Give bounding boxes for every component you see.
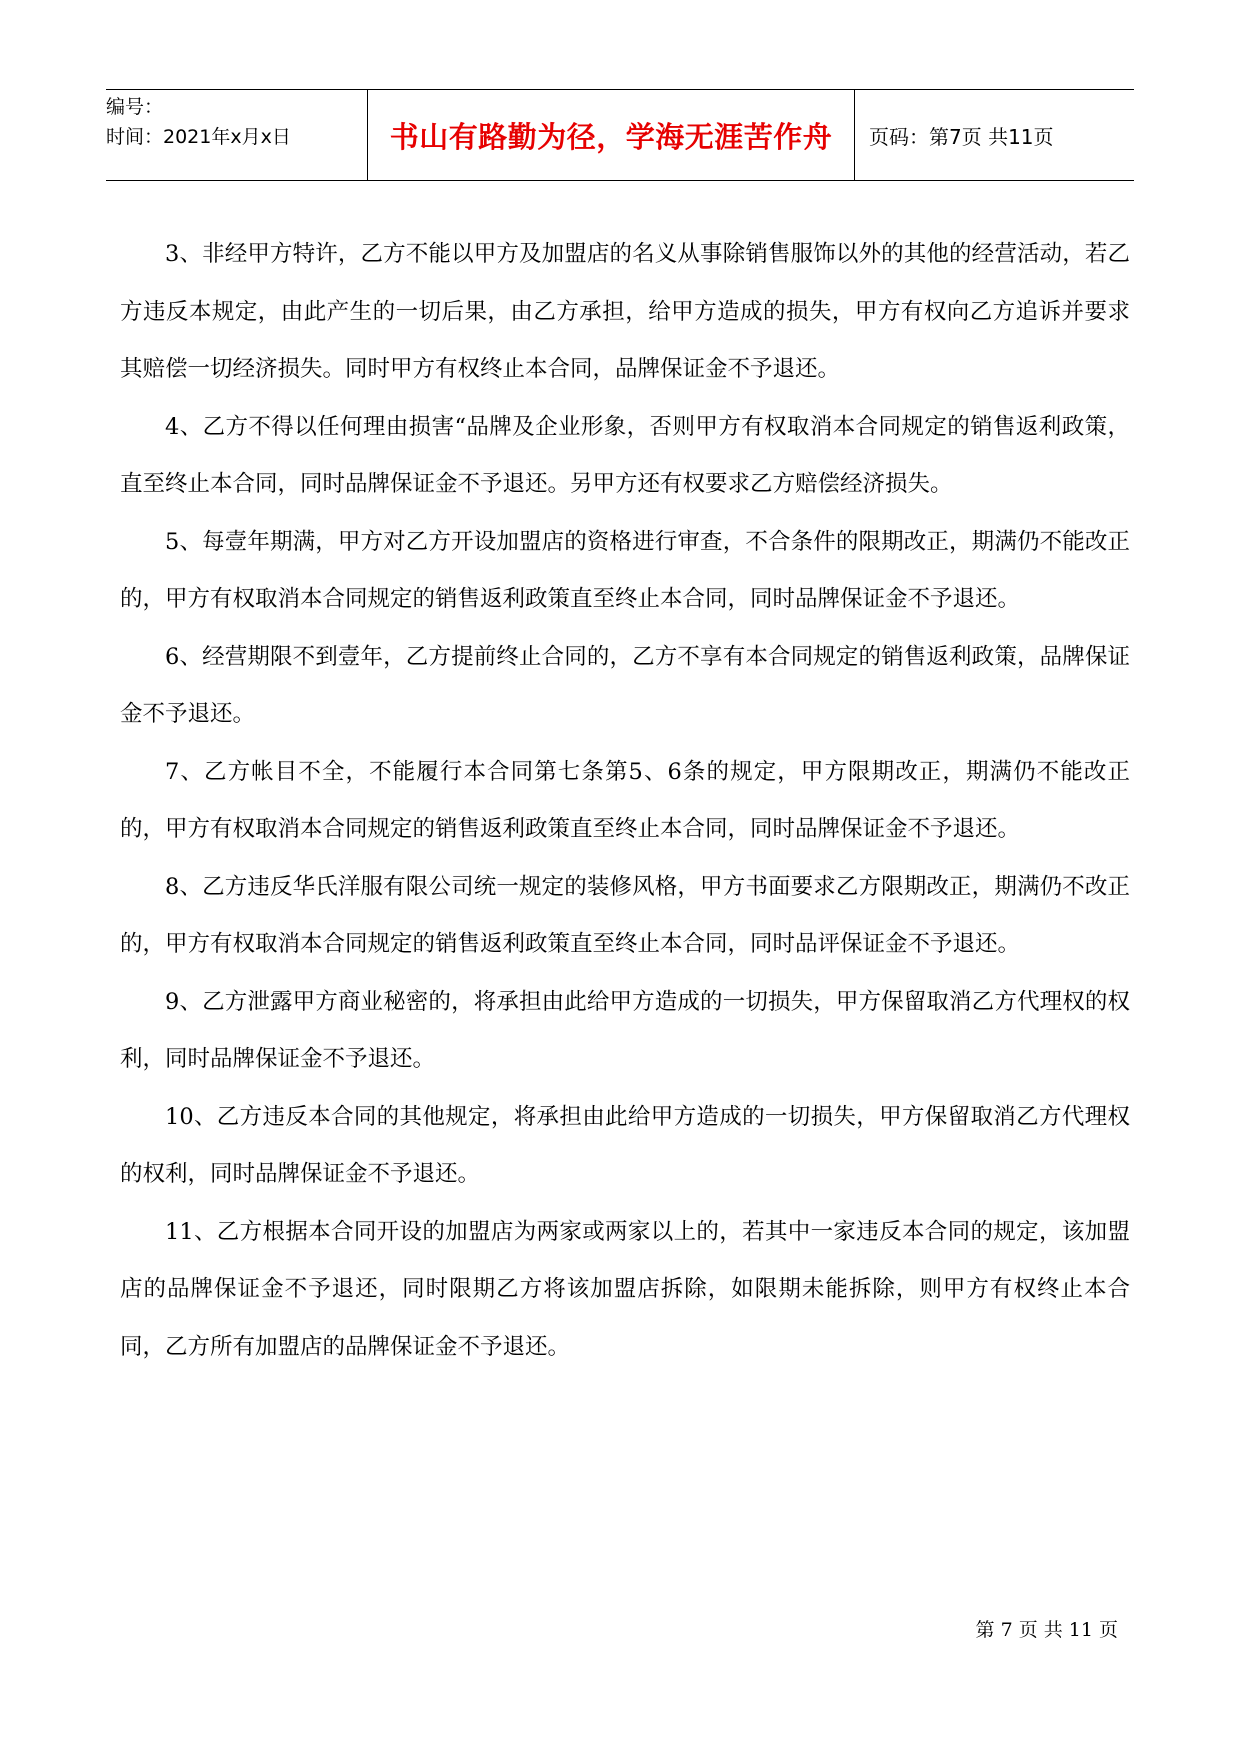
- clause-paragraph: 10、乙方违反本合同的其他规定，将承担由此给甲方造成的一切损失，甲方保留取消乙方代理权的权利，同时品牌保证金不予退还。: [120, 1103, 1130, 1187]
- time-label: 时间：2021年x月x日: [106, 126, 291, 148]
- header-meta: [106, 90, 368, 180]
- clause-paragraph: 3、非经甲方特许，乙方不能以甲方及加盟店的名义从事除销售服饰以外的其他的经营活动，若乙方违反本规定，由此产生的一切后果，由乙方承担，给甲方造成的损失，甲方有权向乙方追诉并要求其赔偿一切经济损失。同时甲方有权终止本合同，品牌保证金不予退还。: [120, 241, 1130, 382]
- document-header: [106, 89, 1134, 181]
- header-page-label: 页码：第7页 共11页: [869, 124, 1054, 149]
- clause-paragraph: 7、乙方帐目不全，不能履行本合同第七条第5、6条的规定，甲方限期改正，期满仍不能改正的，甲方有权取消本合同规定的销售返利政策直至终止本合同，同时品牌保证金不予退还。: [120, 758, 1130, 842]
- header-motto-cell: [368, 90, 855, 180]
- clause-paragraph: 8、乙方违反华氏洋服有限公司统一规定的装修风格，甲方书面要求乙方限期改正，期满仍不改正的，甲方有权取消本合同规定的销售返利政策直至终止本合同，同时品评保证金不予退还。: [120, 873, 1130, 957]
- clause-paragraph: 5、每壹年期满，甲方对乙方开设加盟店的资格进行审查，不合条件的限期改正，期满仍不能改正的，甲方有权取消本合同规定的销售返利政策直至终止本合同，同时品牌保证金不予退还。: [120, 528, 1130, 612]
- header-motto: 书山有路勤为径，学海无涯苦作舟: [389, 119, 833, 154]
- clause-paragraph: 11、乙方根据本合同开设的加盟店为两家或两家以上的，若其中一家违反本合同的规定，该加盟店的品牌保证金不予退还，同时限期乙方将该加盟店拆除，如限期未能拆除，则甲方有权终止本合同，乙方所有加盟店的品牌保证金不予退还。: [120, 1218, 1130, 1360]
- document-body: [120, 226, 1130, 1376]
- clause-paragraph: 4、乙方不得以任何理由损害“品牌及企业形象，否则甲方有权取消本合同规定的销售返利政策，直至终止本合同，同时品牌保证金不予退还。另甲方还有权要求乙方赔偿经济损失。: [120, 413, 1130, 497]
- footer-page-number: 第 7 页 共 11 页: [975, 1619, 1118, 1641]
- serial-number-label: 编号：: [106, 96, 164, 118]
- clause-paragraph: 9、乙方泄露甲方商业秘密的，将承担由此给甲方造成的一切损失，甲方保留取消乙方代理权的权利，同时品牌保证金不予退还。: [120, 988, 1130, 1072]
- header-page-cell: [855, 90, 1134, 180]
- clause-paragraph: 6、经营期限不到壹年，乙方提前终止合同的，乙方不享有本合同规定的销售返利政策，品牌保证金不予退还。: [120, 643, 1130, 727]
